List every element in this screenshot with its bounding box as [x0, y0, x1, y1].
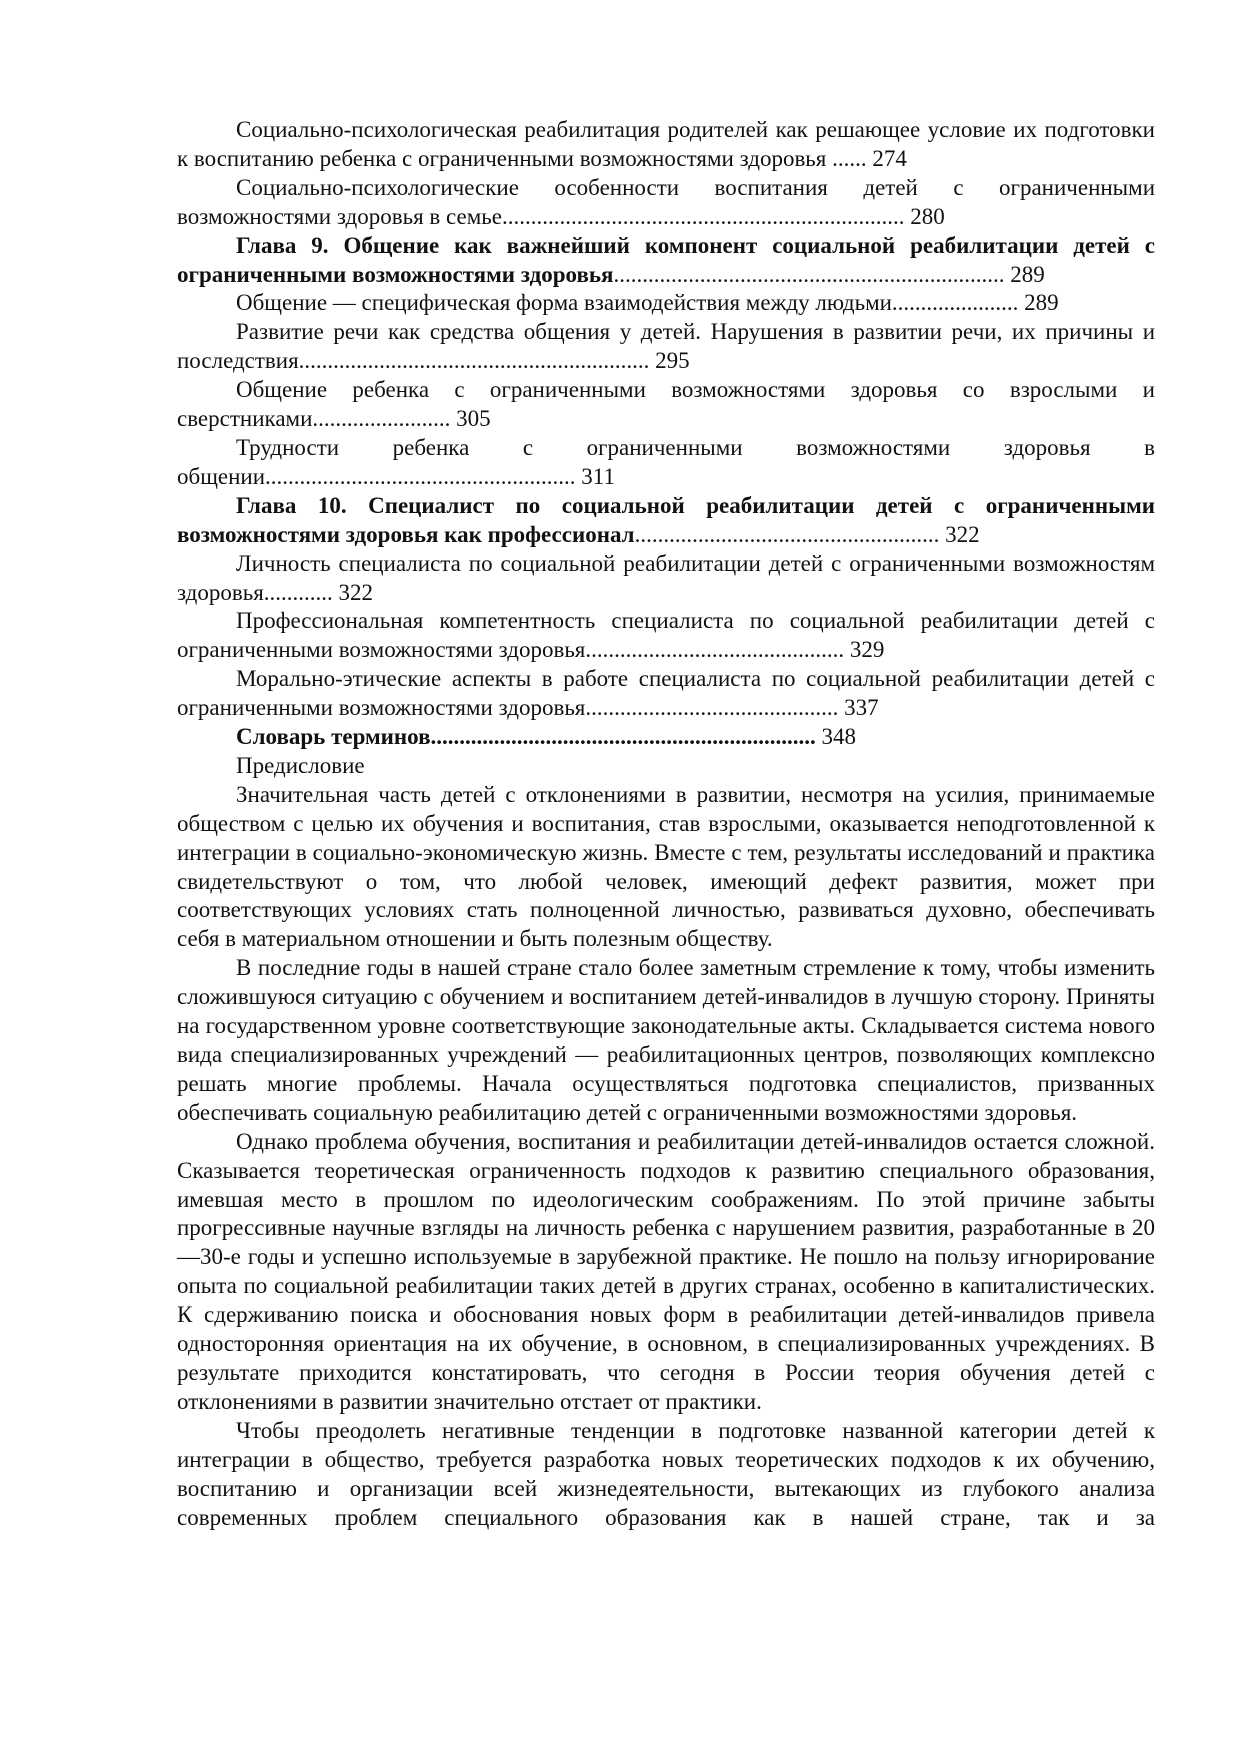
toc-leader: .................................................................... 289	[613, 261, 1045, 287]
table-of-contents	[177, 116, 1155, 781]
document-page	[177, 116, 1155, 1532]
toc-entry: Социально-психологическая реабилитация родителей как решающее условие их подготовки к воспитанию ребенка с ограниченными возможностями здоровья ...... 274	[177, 117, 1155, 171]
paragraph: В последние годы в нашей стране стало более заметным стремление к тому, чтобы изменить сложившуюся ситуацию с обучением и воспитанием детей-инвалидов в лучшую сторону. Приняты на государственном уровне соответствующие законодательные акты. Складывается система нового вида специализированных учреждений — реабилитационных центров, позволяющих комплексно решать многие проблемы. Начала осуществляться подготовка специалистов, призванных обеспечивать социальную реабилитацию детей с ограниченными возможностями здоровья.	[177, 955, 1155, 1125]
preface-body	[177, 781, 1155, 1533]
paragraph: Чтобы преодолеть негативные тенденции в подготовке названной категории детей к интеграции в общество, требуется разработка новых теоретических подходов к их обучению, воспитанию и организации всей жизнедеятельности, вытекающих из глубокого анализа современных проблем специального образования как в нашей стране, так и за	[177, 1417, 1155, 1530]
chapter-title: Глава 10. Специалист по социальной реабилитации детей с ограниченными возможностями здоровья как профессионал	[177, 492, 1155, 547]
toc-entry: Общение — специфическая форма взаимодействия между людьми...................... 289	[236, 290, 1059, 316]
toc-entry: Общение ребенка с ограниченными возможностями здоровья со взрослыми и сверстниками........................ 305	[177, 377, 1155, 432]
toc-entry: Трудности ребенка с ограниченными возможностями здоровья в общении...................................................... 311	[177, 434, 1155, 489]
toc-entry: Профессиональная компетентность специалиста по социальной реабилитации детей с ограниченными возможностями здоровья............................................. 329	[177, 608, 1155, 663]
toc-glossary	[177, 723, 1155, 752]
glossary-title: Словарь терминов...................................................................	[236, 724, 816, 750]
toc-chapter-heading	[177, 492, 1155, 550]
paragraph: Однако проблема обучения, воспитания и реабилитации детей-инвалидов остается сложной. Сказывается теоретическая ограниченность подходов к развитию специального образования, имевшая место в прошлом по идеологическим соображениям. По этой причине забыты прогрессивные научные взгляды на личность ребенка с нарушением развития, разработанные в 20—30-е годы и успешно используемые в зарубежной практике. Не пошло на пользу игнорирование опыта по социальной реабилитации таких детей в других странах, особенно в капиталистических. К сдерживанию поиска и обоснования новых форм в реабилитации детей-инвалидов привела односторонняя ориентация на их обучение, в основном, в специализированных учреждениях. В результате приходится констатировать, что сегодня в России теория обучения детей с отклонениями в развитии значительно отстает от практики.	[177, 1128, 1155, 1414]
chapter-title: Глава 9. Общение как важнейший компонент социальной реабилитации детей с ограниченными возможностями здоровья	[177, 232, 1155, 287]
toc-entry: Развитие речи как средства общения у детей. Нарушения в развитии речи, их причины и последствия............................................................. 295	[177, 319, 1155, 374]
toc-entry: Морально-этические аспекты в работе специалиста по социальной реабилитации детей с ограниченными возможностями здоровья............................................ 337	[177, 666, 1155, 721]
preface-title: Предисловие	[236, 752, 365, 778]
paragraph: Значительная часть детей с отклонениями в развитии, несмотря на усилия, принимаемые обществом с целью их обучения и воспитания, став взрослыми, оказывается неподготовленной к интеграции в социально-экономическую жизнь. Вместе с тем, результаты исследований и практика свидетельствуют о том, что любой человек, имеющий дефект развития, может при соответствующих условиях стать полноценной личностью, развиваться духовно, обеспечивать себя в материальном отношении и быть полезным обществу.	[177, 781, 1155, 952]
toc-entry: Личность специалиста по социальной реабилитации детей с ограниченными возможностям здоровья............ 322	[177, 550, 1155, 605]
toc-leader: 348	[815, 724, 857, 750]
toc-leader: ..................................................... 322	[634, 521, 980, 547]
toc-chapter-heading	[177, 232, 1155, 290]
toc-entry: Социально-психологические особенности воспитания детей с ограниченными возможностями здоровья в семье...................................................................... 280	[177, 174, 1155, 229]
